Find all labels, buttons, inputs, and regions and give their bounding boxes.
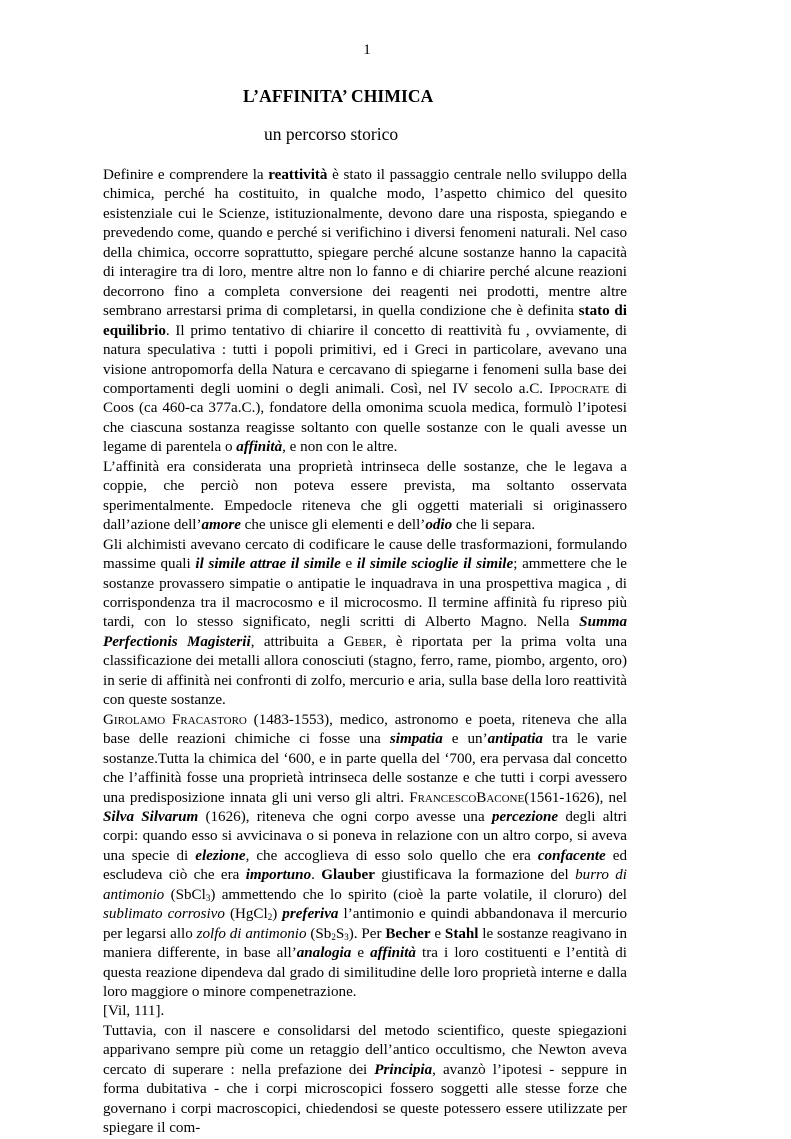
text-run: (Sb	[306, 925, 332, 942]
text-run: Gli alchimisti avevano cercato di codificare le cause delle trasformazioni, formulando massime quali	[103, 536, 627, 573]
text-run: (1483-1553), medico, astronomo e poeta, riteneva che alla base delle reazioni chimiche ci fosse una	[103, 711, 627, 748]
term-confacente: confacente	[537, 847, 606, 864]
text-run: . Il primo tentativo di chiarire il concetto di reattività fu , ovviamente, di natura speculativa : tutti i popoli primitivi, ed i Greci in particolare, avevano una visione antropomorfa della Natura e cercavano di spiegarne i fenomeni sulla base dei comportamenti degli uomini o degli animali. Così, nel IV secolo a.C.	[103, 322, 627, 397]
text-run: ). Per	[348, 925, 386, 942]
term-amore: amore	[201, 517, 241, 534]
text-run: degli altri corpi: quando esso si avvicinava o si poneva in relazione con un altro corpo, si aveva una specie di	[103, 808, 628, 864]
title-summa-perfectionis: Summa Perfectionis Magisterii	[103, 614, 627, 650]
term-simpatia: simpatia	[389, 731, 443, 748]
text-run: è stato il passaggio centrale nello sviluppo della chimica, perché ha costituito, in qualche modo, l’aspetto chimico del quesito esistenziale cui le Scienze, istituzionalmente, devono dare una risposta, spiegando e prevedendo come, quando e perché si verifichino i diversi fenomeni naturali. Nel caso della chimica, occorre soprattutto, spiegare perché alcune sostanze hanno la capacità di interagire tra di loro, mentre altre non lo fanno e di chiarire perché alcune reazioni decorrono fino a completa conversione dei reagenti nei prodotti, mentre altre sembrano arrestarsi prima di completarsi, in quella condizione che è definita	[103, 167, 628, 320]
term-analogia: analogia	[296, 945, 352, 962]
name-francesco-bacone: FrancescoBacone	[409, 789, 525, 806]
name-girolamo-fracastoro: Girolamo Fracastoro	[103, 711, 247, 728]
text-run: , attribuita a	[250, 633, 344, 650]
text-run: e un’	[442, 731, 488, 748]
term-affinita: affinità	[236, 439, 283, 456]
name-glauber: Glauber	[321, 867, 375, 884]
paragraph-reactivity	[103, 166, 627, 458]
term-antipatia: antipatia	[487, 731, 543, 748]
text-run: l’antimonio e quindi abbandonava il mercurio per legarsi allo	[103, 906, 627, 942]
term-sublimato-corrosivo: sublimato corrosivo	[103, 906, 225, 923]
text-run: L’affinità era considerata una proprietà intrinseca delle sostanze, che le legava a coppie, che perciò non poteva essere prevista, ma soltanto osservata sperimentalmente. Empedocle riteneva che gli oggetti materiali si originassero dall’azione dell’	[103, 458, 627, 534]
term-importuno: importuno	[245, 867, 312, 884]
text-run: )	[272, 906, 283, 923]
text-run: S	[335, 925, 345, 942]
text-run: , che accoglieva di esso solo quello che era	[245, 847, 538, 864]
text-run: (HgCl	[224, 906, 268, 923]
text-run: (1626), riteneva che ogni corpo avesse una	[198, 808, 492, 825]
term-burro-di-antimonio: burro di antimonio	[103, 867, 628, 903]
name-geber: Geber	[343, 633, 383, 650]
subscript: 2	[267, 912, 273, 923]
text-run: tra i loro costituenti e l’entità di questa reazione dipendeva dal grado di similitudine delle loro proprietà interne e dalla loro maggiore o minore compenetrazione.	[103, 945, 627, 1001]
term-percezione: percezione	[491, 808, 559, 825]
name-becher: Becher	[385, 925, 431, 942]
term-reattivita: reattività	[268, 167, 328, 183]
maxim-simile-scioglie: il simile scioglie il simile	[356, 556, 514, 573]
text-run: che li separa.	[452, 517, 536, 534]
text-run: , e non con le altre.	[282, 439, 398, 456]
text-run: e	[430, 925, 445, 942]
text-run: e	[340, 556, 357, 573]
text-run: che unisce gli elementi e dell’	[240, 517, 426, 534]
paragraph-newton	[103, 1022, 627, 1139]
term-affinita: affinità	[370, 945, 416, 962]
term-elezione: elezione	[195, 847, 246, 864]
term-preferiva: preferiva	[282, 906, 339, 923]
text-run: giustificava la formazione del	[374, 867, 576, 884]
term-stato-di-equilibrio: stato di equilibrio	[103, 303, 628, 339]
title-silva-silvarum: Silva Silvarum	[103, 808, 199, 825]
text-run: e	[351, 945, 371, 962]
paragraph-empedocle	[103, 458, 627, 536]
text-run: , è riportata per la prima volta una classificazione dei metalli allora conosciuti (stagno, ferro, rame, piombo, argento, oro) in serie di affinità nei confronti di zolfo, mercurio e aria, sulla base della loro reattività con queste sostanze.	[103, 633, 628, 709]
page-title: L’AFFINITA’ CHIMICA	[243, 86, 434, 106]
page-subtitle: un percorso storico	[264, 124, 399, 144]
paragraph-alchemists	[103, 536, 627, 711]
text-run: Tuttavia, con il nascere e consolidarsi del metodo scientifico, queste spiegazioni apparivano sempre più come un retaggio dell’antico occultismo, che Newton aveva cercato di superare : nella prefazione dei	[103, 1022, 627, 1078]
document-body	[103, 166, 627, 1139]
term-odio: odio	[425, 517, 453, 534]
text-run: Definire e comprendere la	[103, 167, 269, 183]
subscript: 2	[331, 931, 336, 942]
text-run: ; ammettere che le sostanze provassero simpatie o antipatie le inquadrava in una prospettiva magica , di corrispondenza tra il macrocosmo e il microcosmo. Il termine affinità fu ripreso più tardi, con lo stesso significato, negli scritti di Alberto Magno. Nella	[103, 556, 627, 631]
page-number: 1	[363, 42, 371, 58]
text-run: (1561-1626), nel	[524, 789, 627, 806]
text-run: di Coos (ca 460-ca 377a.C.), fondatore della omonima scuola medica, formulò l’ipotesi che ciascuna sostanza reagisse soltanto con quelle sostanze con le quali avesse un legame di parentela o	[103, 380, 627, 456]
text-run: ) ammettendo che lo spirito (cioè la parte volatile, il cloruro) del	[210, 886, 627, 903]
citation: [Vil, 111].	[103, 1003, 165, 1020]
title-principia: Principia	[374, 1061, 433, 1078]
text-run: , avanzò l’ipotesi - seppure in forma dubitativa - che i corpi microscopici fossero soggetti alle stesse forze che governano i corpi macroscopici, chiedendosi se queste potessero essere utilizzate per spiegare il com-	[103, 1061, 627, 1137]
text-run: le sostanze reagivano in maniera differente, in base all’	[103, 925, 628, 962]
name-ippocrate: Ippocrate	[549, 380, 610, 397]
paragraph-fracastoro	[103, 711, 627, 1003]
text-run: .	[311, 867, 322, 884]
subscript: 3	[344, 931, 349, 942]
text-run: tra le varie sostanze.Tutta la chimica del ‘600, e in parte quella del ‘700, era pervasa dal concetto che l’affinità fosse una proprietà intrinseca delle sostanze e che tutti i corpi avessero una predisposizione innata gli uni verso gli altri.	[103, 731, 627, 806]
name-stahl: Stahl	[444, 925, 479, 942]
term-zolfo-di-antimonio: zolfo di antimonio	[196, 925, 307, 942]
text-run: (SbCl	[164, 886, 206, 903]
maxim-simile-attrae: il simile attrae il simile	[195, 556, 341, 573]
text-run: ed escludeva ciò che era	[103, 847, 627, 884]
subscript: 3	[205, 892, 211, 903]
